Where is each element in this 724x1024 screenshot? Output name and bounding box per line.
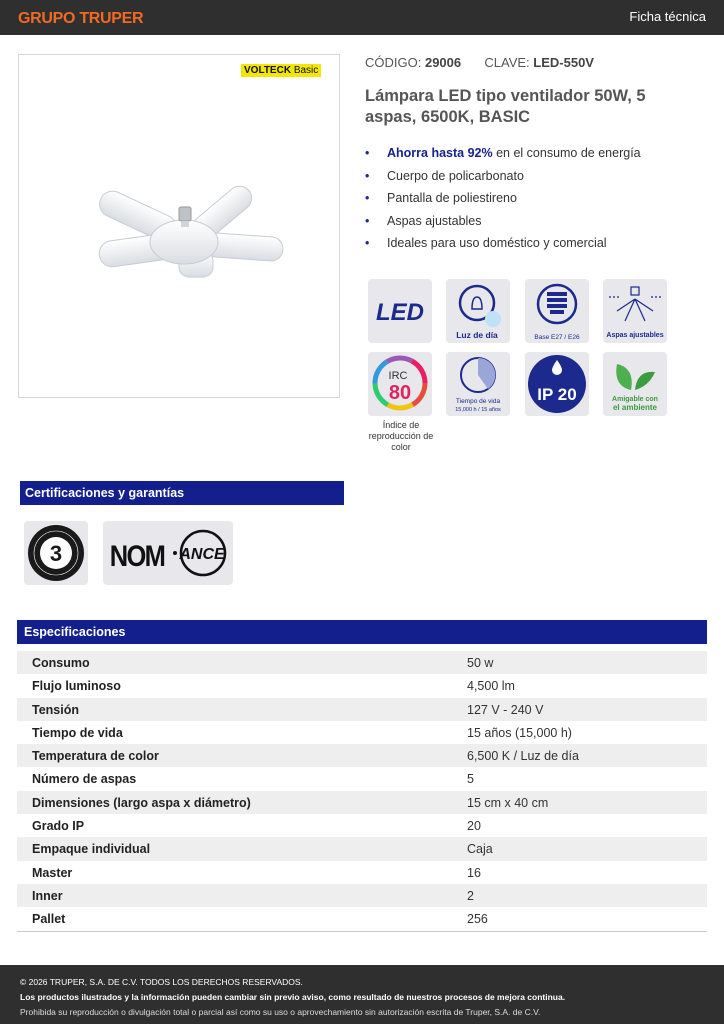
bulb-base-icon xyxy=(525,279,589,343)
spec-value: Caja xyxy=(467,842,493,857)
certifications-heading: Certificaciones y garantías xyxy=(20,481,344,505)
spec-label: Flujo luminoso xyxy=(32,679,121,694)
lifetime-label: Tiempo de vida xyxy=(455,398,501,405)
spec-value: 50 w xyxy=(467,656,494,670)
spec-value: 256 xyxy=(467,912,488,927)
feature-item: • Aspas ajustables xyxy=(365,214,641,237)
table-row xyxy=(17,814,707,837)
spec-value: 15 cm x 40 cm xyxy=(467,795,549,810)
table-row xyxy=(17,651,707,674)
top-header-bar xyxy=(0,0,724,35)
spec-label: Temperatura de color xyxy=(32,749,159,764)
spec-label: Dimensiones (largo aspa x diámetro) xyxy=(32,795,251,810)
ance-logo: ANCE xyxy=(179,546,225,563)
product-code: 29006 xyxy=(424,55,462,70)
table-row xyxy=(17,884,707,907)
feature-item: • Pantalla de poliestireno xyxy=(365,191,641,214)
product-key: LED-550V xyxy=(533,55,594,70)
spec-value: 5 xyxy=(467,772,474,787)
table-row xyxy=(17,837,707,860)
lifetime-value: 15,000 h / 15 años xyxy=(455,407,501,413)
spec-value: 20 xyxy=(467,819,481,834)
table-row xyxy=(17,744,707,767)
key-label: CLAVE: xyxy=(484,55,530,70)
base-label: Base E27 / E26 xyxy=(534,334,580,341)
blades-label: Aspas ajustables xyxy=(606,332,664,339)
spec-label: Número de aspas xyxy=(32,772,137,787)
spec-label: Tiempo de vida xyxy=(32,725,123,740)
table-row xyxy=(17,861,707,884)
spec-label: Inner xyxy=(32,888,63,903)
feature-list xyxy=(365,146,641,259)
table-bottom-divider xyxy=(17,931,707,932)
brand-badge-light: Basic xyxy=(293,65,319,76)
footer-notice: Los productos ilustrados y la información pueden cambiar sin previo aviso, como resultado de nuestros procesos de mejora continua. xyxy=(20,992,566,1002)
feature-item xyxy=(365,146,641,169)
spec-label: Master xyxy=(32,865,73,880)
spec-label: Consumo xyxy=(32,656,90,670)
specifications-heading: Especificaciones xyxy=(17,620,707,644)
specifications-table xyxy=(17,651,707,931)
product-title: Lámpara LED tipo ventilador 50W, 5 aspas, 6500K, BASIC xyxy=(365,87,646,126)
feature-item: • Cuerpo de policarbonato xyxy=(365,169,641,192)
warranty-years: 3 xyxy=(49,541,63,566)
fan-lamp-image xyxy=(19,55,341,399)
spec-value: 4,500 lm xyxy=(467,679,515,694)
footer-bar xyxy=(0,965,724,1024)
document-type-label: Ficha técnica xyxy=(629,9,706,24)
ip-rating-icon xyxy=(525,352,589,416)
irc-caption: Índice de reproducción de color xyxy=(368,420,434,452)
spec-value: 2 xyxy=(467,888,474,903)
brand-logo[interactable]: GRUPO TRUPER xyxy=(18,10,144,27)
feature-item: • Ideales para uso doméstico y comercial xyxy=(365,236,641,259)
feature-text: en el consumo de energía xyxy=(492,146,641,160)
spec-value: 127 V - 240 V xyxy=(467,702,544,717)
table-row xyxy=(17,767,707,790)
product-code-line xyxy=(365,55,594,70)
led-icon xyxy=(368,279,432,343)
spec-value: 6,500 K / Luz de día xyxy=(467,749,579,764)
adjustable-blades-icon xyxy=(603,279,667,343)
warranty-seal xyxy=(24,521,88,585)
irc-icon xyxy=(368,352,432,416)
spec-label: Grado IP xyxy=(32,819,85,834)
nom-logo: NOM xyxy=(109,539,165,573)
daylight-label: Luz de día xyxy=(456,330,498,340)
spec-label: Tensión xyxy=(32,702,79,717)
ip-value: IP 20 xyxy=(537,385,577,404)
product-image-frame xyxy=(18,54,340,398)
irc-value: 80 xyxy=(388,382,412,404)
table-row xyxy=(17,721,707,744)
footer-prohibition: Prohibida su reproducción o divulgación total o parcial así como su uso o aprovechamiento sin autorización escrita de Truper, S.A. de C.V. xyxy=(20,1007,541,1017)
table-row xyxy=(17,698,707,721)
feature-highlight: Ahorra hasta 92% xyxy=(387,146,493,160)
eco-friendly-icon xyxy=(603,352,667,416)
footer-copyright: © 2026 TRUPER, S.A. DE C.V. TODOS LOS DERECHOS RESERVADOS. xyxy=(20,977,303,987)
led-icon-text: LED xyxy=(376,299,424,326)
spec-label: Empaque individual xyxy=(32,842,151,857)
brand-badge-bold: VOLTECK xyxy=(244,65,292,76)
irc-label: IRC xyxy=(388,370,408,382)
nom-ance-logos xyxy=(103,521,233,585)
table-row xyxy=(17,791,707,814)
spec-value: 16 xyxy=(467,865,481,880)
spec-label: Pallet xyxy=(32,912,66,927)
lifetime-icon xyxy=(446,352,510,416)
code-label: CÓDIGO: xyxy=(365,55,422,70)
eco-label-2: el ambiente xyxy=(612,403,658,412)
table-row xyxy=(17,907,707,930)
table-row xyxy=(17,674,707,697)
daylight-icon xyxy=(446,279,510,343)
eco-label-1: Amigable con xyxy=(612,396,658,403)
spec-value: 15 años (15,000 h) xyxy=(467,725,572,740)
